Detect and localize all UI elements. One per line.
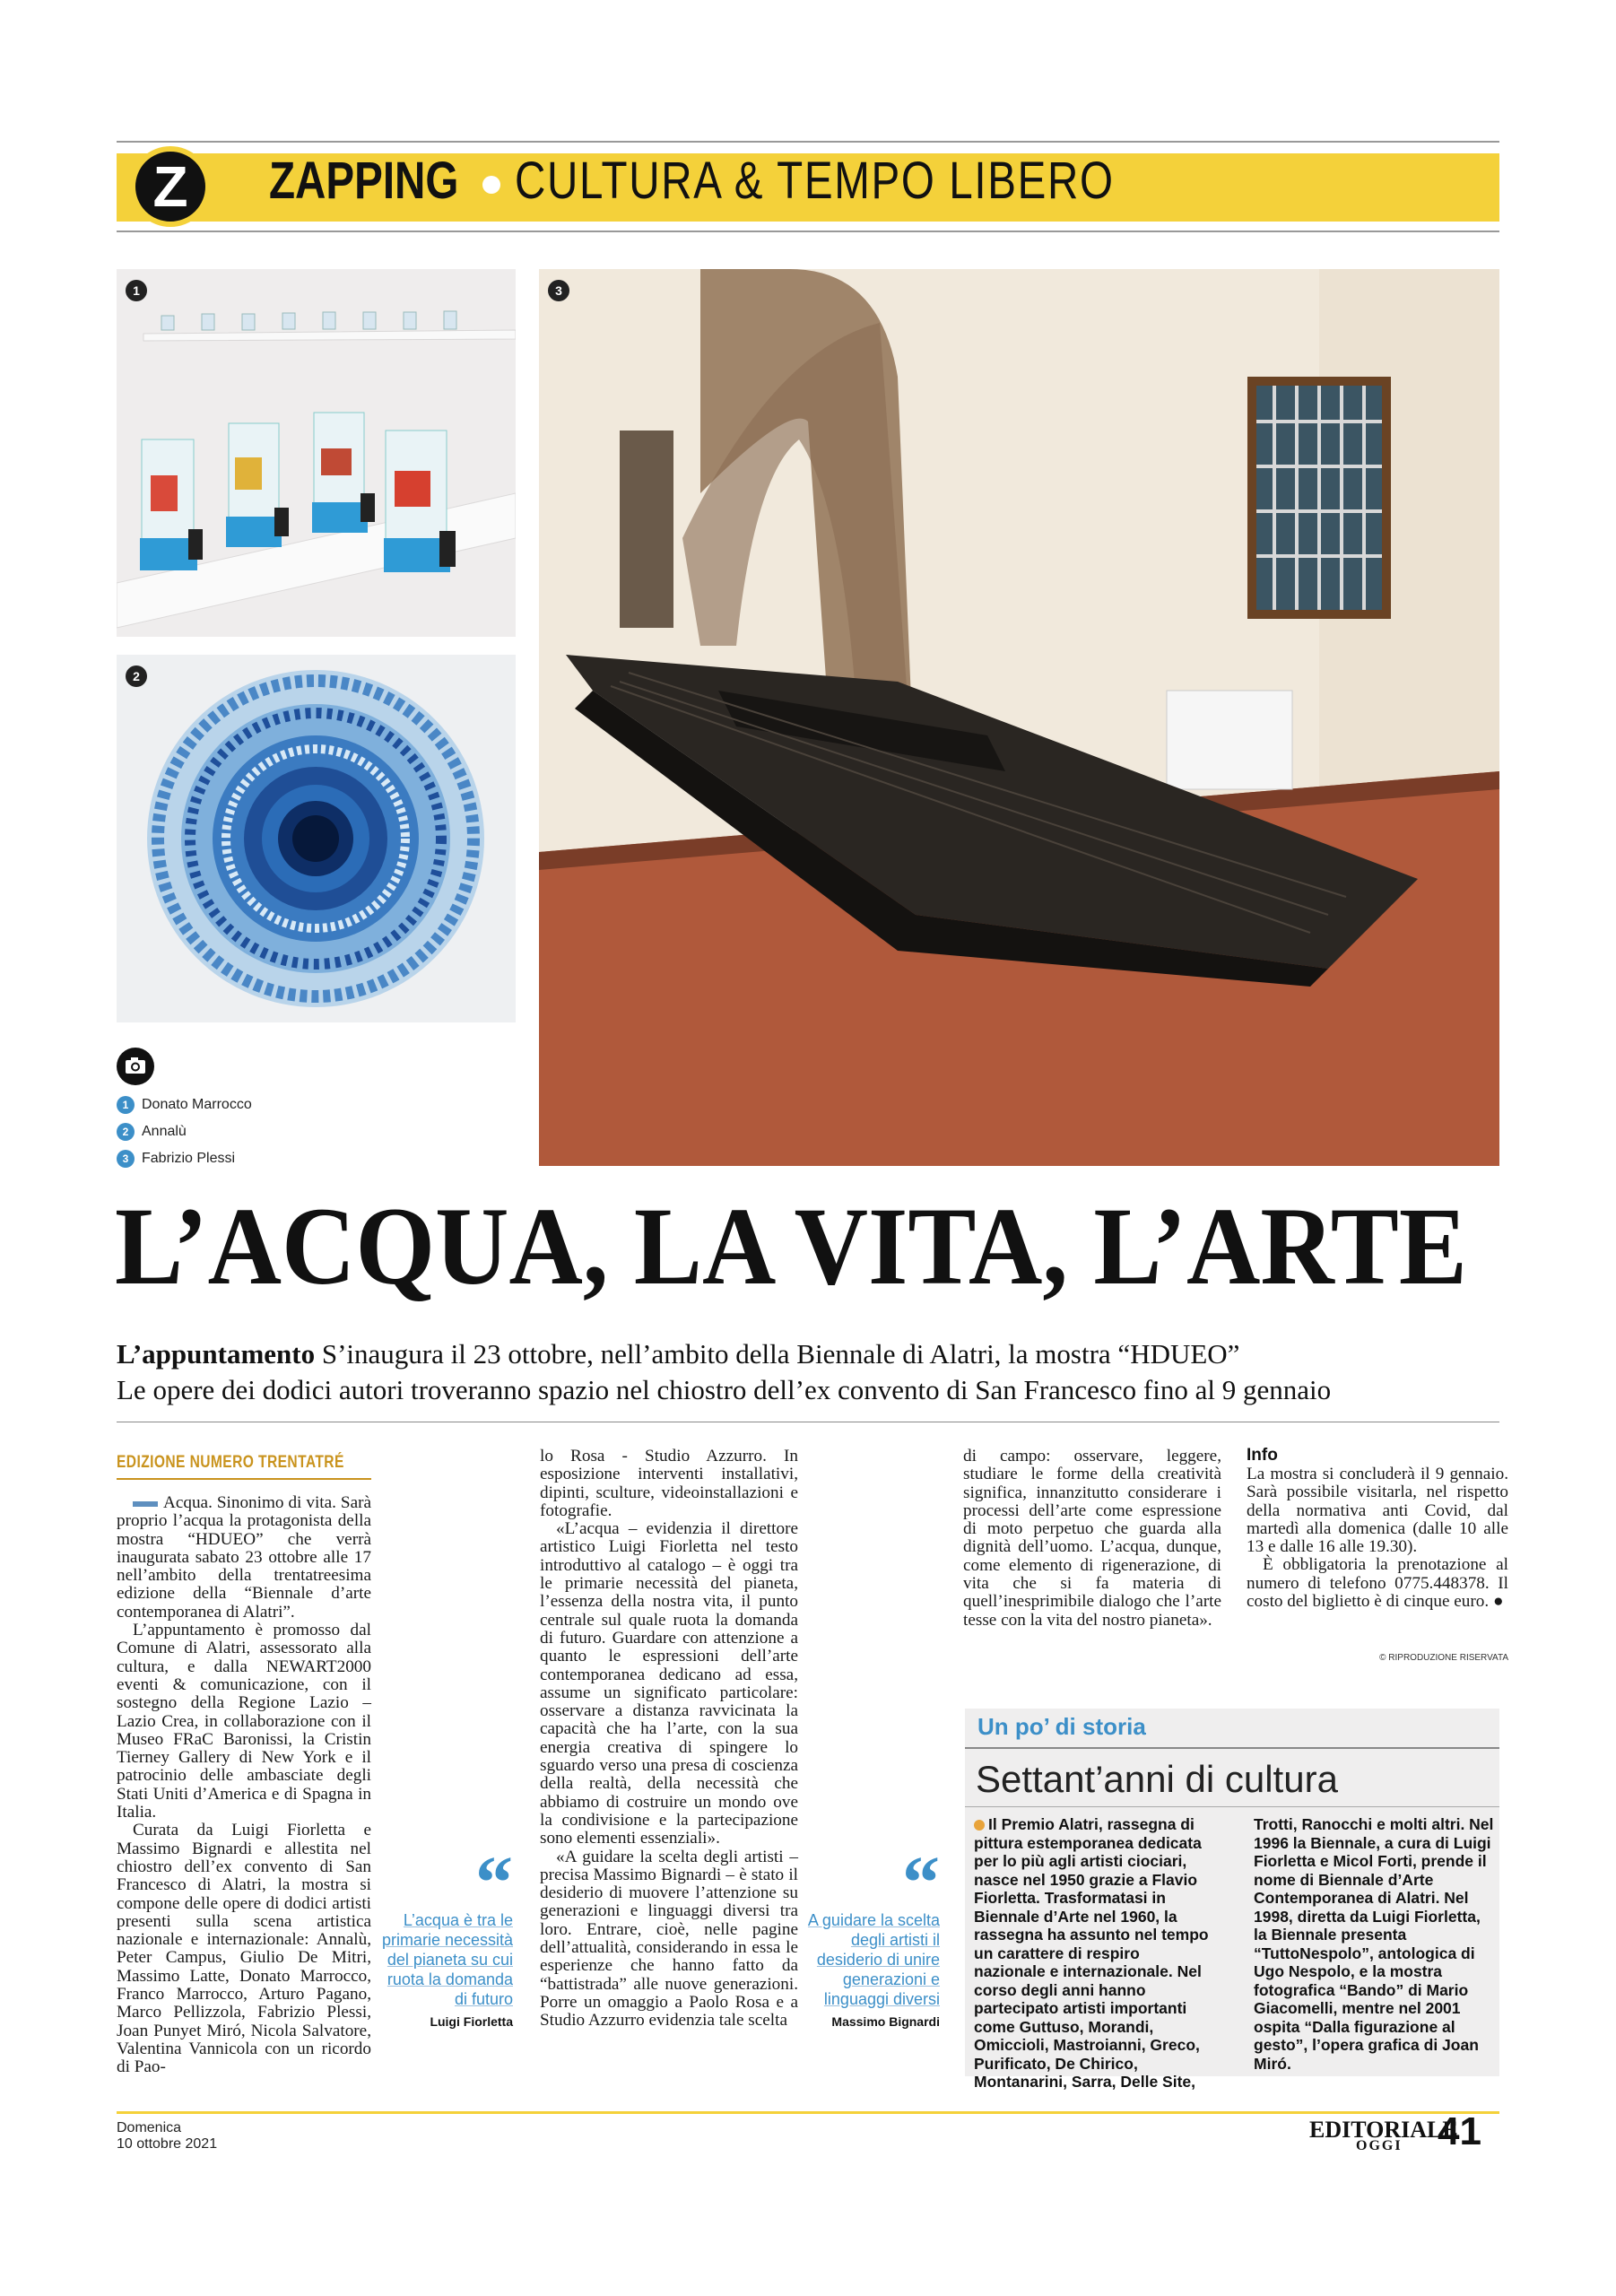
pull-quote-2 bbox=[805, 1841, 940, 2029]
photo-badge-1: 1 bbox=[126, 280, 147, 301]
article-subheadline-2: Le opere dei dodici autori troveranno spazio nel chiostro dell’ex convento di San Francesco fino al 9 gennaio bbox=[117, 1374, 1332, 1405]
footer-full-date: 10 ottobre 2021 bbox=[117, 2136, 218, 2152]
shelf-illustration bbox=[117, 269, 516, 637]
info-paragraph bbox=[1247, 1556, 1508, 1611]
history-title: Settant’anni di cultura bbox=[976, 1758, 1338, 1800]
history-text: Il Premio Alatri, rassegna di pittura estemporanea dedicata per lo più agli artisti ciociari, nasce nel 1950 grazie a Flavio Fiorletta. Trasformatasi in Biennale d’Arte nel 1960, la rassegna ha assunto nel tempo un carattere di respiro nazionale e internazionale. Nel corso degli anni hanno partecipato artisti importanti come Guttuso, Morandi, Omiccioli, Mastroianni, Greco, Purificato, De Chirico, Montanarini, Sarra, Delle Site, bbox=[974, 1815, 1209, 2091]
kicker-rule bbox=[117, 1478, 371, 1480]
article-paragraph: lo Rosa - Studio Azzurro. In esposizione interventi installativi, dipinti, sculture, videoinstallazioni e fotografie. bbox=[540, 1447, 798, 1520]
quote-mark-icon: “ bbox=[475, 1841, 513, 1925]
info-body bbox=[1247, 1465, 1508, 1611]
copyright-notice: © RIPRODUZIONE RISERVATA bbox=[1379, 1653, 1508, 1663]
photo-badge-2: 2 bbox=[126, 665, 147, 687]
zapping-brand: ZAPPING bbox=[269, 152, 459, 210]
quote-mark-icon: “ bbox=[902, 1841, 940, 1925]
caption-number: 3 bbox=[117, 1150, 135, 1168]
info-paragraph: La mostra si concluderà il 9 gennaio. Sarà possibile visitarla, nel rispetto della normativa anti Covid, dal martedì alla domenica (dalle 10 alle 13 e dalle 16 alle 19.30). bbox=[1247, 1465, 1508, 1557]
photo-badge-3: 3 bbox=[548, 280, 569, 301]
caption-row bbox=[117, 1123, 187, 1141]
header-rule-top bbox=[117, 141, 1499, 143]
article-headline: L’ACQUA, LA VITA, L’ARTE bbox=[115, 1185, 1467, 1308]
article-paragraph bbox=[117, 1494, 371, 1622]
subheadline-lead: L’appuntamento bbox=[117, 1338, 316, 1370]
article-paragraph: «A guidare la scelta degli artisti – precisa Massimo Bignardi – è stato il desiderio di muovere l’attenzione su generazioni e linguaggi diversi tra loro. Entrare, cioè, nelle pagine dell’attualità, considerando in essa le esperienze che hanno fatto da “battistrada” alle nuove generazioni. Porre un omaggio a Paolo Rosa e a Studio Azzurro evidenzia tale scelta bbox=[540, 1847, 798, 2031]
page-number: 41 bbox=[1438, 2109, 1481, 2153]
camera-icon bbox=[117, 1048, 154, 1085]
article-paragraph: «L’acqua – evidenzia il direttore artistico Luigi Fiorletta nel testo introduttivo al catalogo – è oggi tra le primarie necessità del pianeta, l’essenza della nostra vita, il punto centrale sul quale ruota la domanda di futuro. Guardare con attenzione a quanto le espressioni dell’arte contemporanea dedicano ad essa, assume un significato particolare: osservare a distanza ravvicinata la capacità che ha l’arte, con la sua energia creativa di spingere lo sguardo verso una presa di coscienza della realtà, della necessità che abbiamo di costruire un mondo ove la condivisione e la partecipazione sono elementi essenziali». bbox=[540, 1519, 798, 1848]
section-title: CULTURA & TEMPO LIBERO bbox=[515, 152, 1115, 210]
article-column-3 bbox=[963, 1448, 1221, 1630]
pull-quote-text: A guidare la scelta degli artisti il desiderio di unire generazioni e linguaggi diversi bbox=[807, 1911, 940, 2008]
caption-number: 2 bbox=[117, 1123, 135, 1141]
pull-quote-1 bbox=[377, 1841, 513, 2029]
article-subheadline-1 bbox=[117, 1337, 1516, 1371]
article-paragraph: di campo: osservare, leggere, studiare le forme della creatività significa, innanzitutto considerare i processi dell’arte come espressione di moto perpetuo che guarda alla dignità dell’uomo. L’acqua, dunque, come elemento di rigenerazione, di vita che si fa materia di quell’inesprimibile dialogo che l’arte tesse con la vita del nostro pianeta». bbox=[963, 1447, 1221, 1630]
pull-quote-text: L’acqua è tra le primarie necessità del pianeta su cui ruota la domanda di futuro bbox=[381, 1911, 513, 2008]
end-mark-icon: ● bbox=[1492, 1592, 1504, 1612]
info-paragraph-text: È obbligatoria la prenotazione al numero di telefono 0775.448378. Il costo del biglietto è di cinque euro. bbox=[1247, 1555, 1508, 1612]
caption-credit: Fabrizio Plessi bbox=[142, 1151, 236, 1166]
caption-number: 1 bbox=[117, 1096, 135, 1114]
footer-brand: EDITORIALE bbox=[1309, 2117, 1458, 2143]
caption-row bbox=[117, 1096, 252, 1114]
circular-artwork-illustration bbox=[117, 655, 516, 1022]
info-title: Info bbox=[1247, 1446, 1278, 1465]
pull-quote-author: Luigi Fiorletta bbox=[430, 2014, 513, 2029]
footer-date bbox=[117, 2120, 217, 2152]
footer-brand-oggi: OGGI bbox=[1356, 2138, 1403, 2153]
caption-credit: Donato Marrocco bbox=[142, 1097, 252, 1112]
article-kicker: EDIZIONE NUMERO TRENTATRÉ bbox=[117, 1453, 344, 1472]
article-paragraph: L’appuntamento è promosso dal Comune di Alatri, assessorato alla cultura, e dalla NEWART2000 eventi & comunicazione, con il sostegno della Regione Lazio – Lazio Crea, in collaborazione con il Museo FRaC Baronissi, la Cristin Tierney Gallery di New York e il patrocinio delle ambasciate degli Stati Uniti d’America e di Spagna in Italia. bbox=[117, 1621, 371, 1822]
history-rule bbox=[965, 1747, 1499, 1749]
footer-rule bbox=[117, 2111, 1499, 2114]
history-kicker: Un po’ di storia bbox=[977, 1713, 1146, 1740]
caption-row bbox=[117, 1150, 235, 1168]
caption-credit: Annalù bbox=[142, 1124, 187, 1139]
history-column-2: Trotti, Ranocchi e molti altri. Nel 1996 la Biennale, a cura di Luigi Fiorletta e Micol Forti, prende il nome di Biennale d’Arte Contemporanea di Alatri. Nel 1998, diretta da Luigi Fiorletta, la Biennale presenta “TuttoNespolo”, antologica di Ugo Nespolo, e la mostra fotografica “Bando” di Mario Giacomelli, mentre nel 2001 ospita “Dalla figurazione al gesto”, l’opera grafica di Joan Miró. bbox=[1254, 1815, 1494, 2073]
pull-quote-author: Massimo Bignardi bbox=[831, 2014, 940, 2029]
footer-day: Domenica bbox=[117, 2120, 182, 2135]
header-separator-dot bbox=[482, 176, 500, 194]
bullet-icon bbox=[974, 1820, 985, 1831]
history-title-rule bbox=[965, 1806, 1499, 1807]
article-column-2 bbox=[540, 1448, 798, 2031]
room-boat-illustration bbox=[539, 269, 1499, 1166]
zapping-logo: Z bbox=[130, 146, 211, 227]
photo-circular-artwork bbox=[117, 655, 516, 1022]
paragraph-text: Acqua. Sinonimo di vita. Sarà proprio l’acqua la protagonista della mostra “HDUEO” che verrà inaugurata sabato 23 ottobre alle 17 nell’ambito della trentatreesima edizione della “Biennale d’arte contemporanea di Alatri”. bbox=[117, 1493, 371, 1622]
lead-marker bbox=[133, 1501, 158, 1507]
photo-shelf-installation bbox=[117, 269, 516, 637]
photo-room-boat bbox=[539, 269, 1499, 1166]
history-column-1 bbox=[974, 1815, 1209, 2092]
article-column-1 bbox=[117, 1494, 371, 2077]
subheadline-text: S’inaugura il 23 ottobre, nell’ambito della Biennale di Alatri, la mostra “HDUEO” bbox=[315, 1338, 1240, 1370]
article-paragraph: Curata da Luigi Fiorletta e Massimo Bignardi e allestita nel chiostro dell’ex convento di San Francesco di Alatri, la mostra si compone delle opere di dodici artisti presenti sulla scena artistica nazionale e internazionale: Annalù, Peter Campus, Giulio De Mitri, Massimo Latte, Donato Marrocco, Franco Marrocco, Arturo Pagano, Marco Pellizzola, Fabrizio Plessi, Joan Punyet Miró, Nicola Salvatore, Valentina Vannicola con un ricordo di Pao- bbox=[117, 1821, 371, 2077]
header-rule-bottom bbox=[117, 230, 1499, 232]
